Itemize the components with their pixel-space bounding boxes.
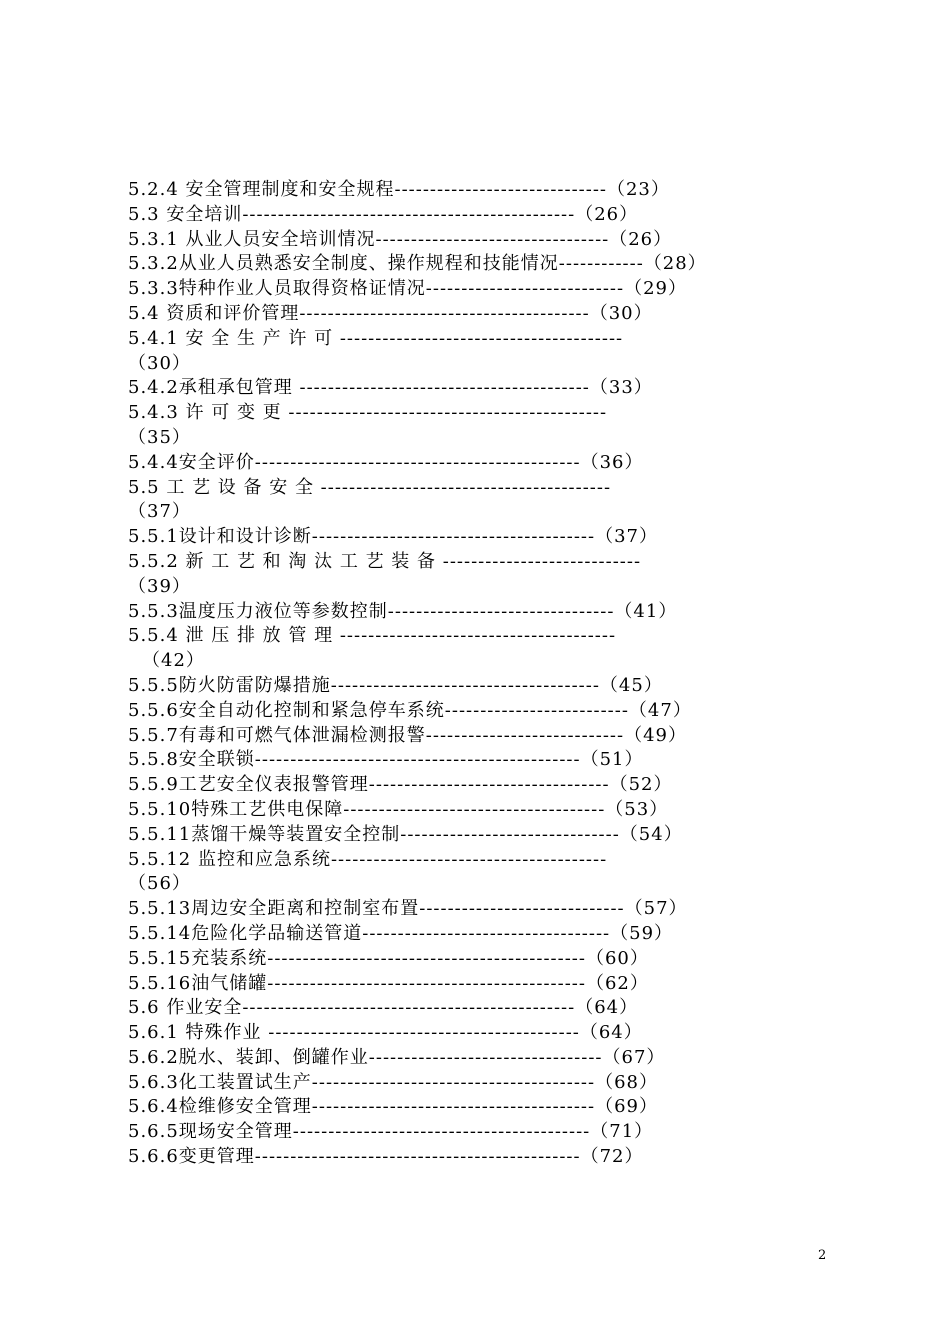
toc-entry: 5.5.15充装系统---------------------------------------------（60） — [128, 947, 649, 969]
toc-entry: 5.5.12 监控和应急系统--------------------------------------- — [128, 848, 608, 870]
toc-entry: 5.5.16油气储罐---------------------------------------------（62） — [128, 972, 649, 994]
toc-entry: 5.5.13周边安全距离和控制室布置-----------------------------（57） — [128, 898, 688, 920]
toc-entry-page-ref: （56） — [128, 873, 191, 895]
toc-entry: 5.5.10特殊工艺供电保障-------------------------------------（53） — [128, 798, 669, 820]
toc-entry: 5.3.1 从业人员安全培训情况---------------------------------（26） — [128, 228, 673, 250]
toc-entry: 5.5.3温度压力液位等参数控制--------------------------------（41） — [128, 600, 678, 622]
toc-entry-page-ref: （35） — [128, 426, 191, 448]
toc-entry: 5.5.14危险化学品输送管道-----------------------------------（59） — [128, 922, 674, 944]
toc-entry: 5.5.9工艺安全仪表报警管理----------------------------------（52） — [128, 774, 673, 796]
toc-entry: 5.5.8安全联锁----------------------------------------------（51） — [128, 749, 644, 771]
toc-entry-page-ref: （42） — [142, 650, 205, 672]
toc-entry: 5.3.3特种作业人员取得资格证情况----------------------------（29） — [128, 278, 687, 300]
toc-entry: 5.3.2从业人员熟悉安全制度、操作规程和技能情况------------（28） — [128, 253, 707, 275]
toc-entry: 5.4.3 许 可 变 更 --------------------------------------------- — [128, 402, 608, 424]
toc-entry: 5.5.6安全自动化控制和紧急停车系统--------------------------（47） — [128, 699, 692, 721]
toc-entry: 5.6.4检维修安全管理----------------------------------------（69） — [128, 1096, 658, 1118]
toc-entry: 5.6.1 特殊作业 --------------------------------------------（64） — [128, 1022, 643, 1044]
toc-entry: 5.5.1设计和设计诊断----------------------------------------（37） — [128, 526, 658, 548]
toc-entry: 5.5.11蒸馏干燥等装置安全控制-------------------------------（54） — [128, 823, 683, 845]
toc-entry: 5.3 安全培训-----------------------------------------------（26） — [128, 203, 639, 225]
toc-entry-page-ref: （39） — [128, 575, 191, 597]
table-of-contents — [128, 178, 834, 1170]
toc-entry-page-ref: （37） — [128, 501, 191, 523]
toc-entry: 5.5.4 泄 压 排 放 管 理 --------------------------------------- — [128, 625, 617, 647]
toc-entry: 5.5 工 艺 设 备 安 全 ----------------------------------------- — [128, 476, 612, 498]
toc-entry: 5.5.7有毒和可燃气体泄漏检测报警----------------------------（49） — [128, 724, 687, 746]
toc-entry: 5.4.4安全评价----------------------------------------------（36） — [128, 451, 644, 473]
toc-entry: 5.6.3化工装置试生产----------------------------------------（68） — [128, 1071, 658, 1093]
toc-entry: 5.4 资质和评价管理-----------------------------------------（30） — [128, 302, 653, 324]
toc-entry-page-ref: （30） — [128, 352, 191, 374]
toc-entry: 5.4.2承租承包管理 -----------------------------------------（33） — [128, 377, 653, 399]
toc-entry: 5.5.5防火防雷防爆措施--------------------------------------（45） — [128, 674, 663, 696]
toc-entry: 5.6.5现场安全管理------------------------------------------（71） — [128, 1121, 654, 1143]
toc-entry: 5.6.6变更管理----------------------------------------------（72） — [128, 1146, 644, 1168]
toc-entry: 5.2.4 安全管理制度和安全规程------------------------------（23） — [128, 179, 670, 200]
toc-entry: 5.6 作业安全-----------------------------------------------（64） — [128, 997, 639, 1019]
page-number: 2 — [818, 1248, 827, 1263]
toc-entry: 5.5.2 新 工 艺 和 淘 汰 工 艺 装 备 ---------------------------- — [128, 550, 642, 572]
toc-entry: 5.4.1 安 全 生 产 许 可 ---------------------------------------- — [128, 327, 624, 349]
toc-entry: 5.6.2脱水、装卸、倒罐作业---------------------------------（67） — [128, 1046, 666, 1068]
